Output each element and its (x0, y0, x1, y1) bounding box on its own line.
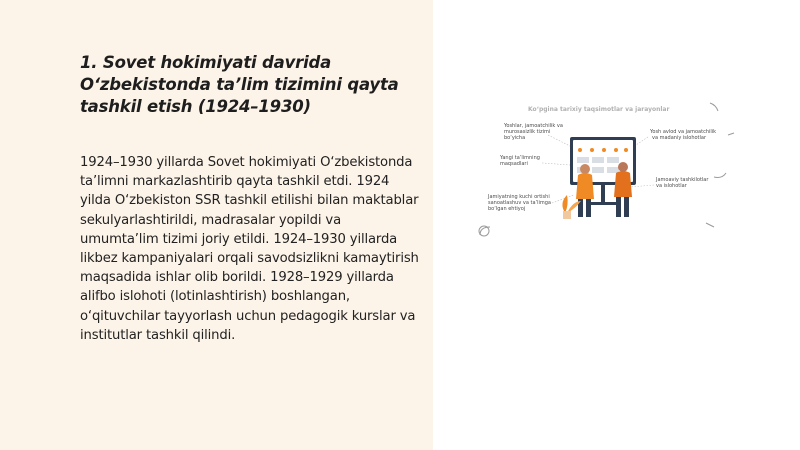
infographic-label-bottom-left: Jamiyatning kuchi ortishi sanoatlashuv va ta’limga bo‘lgan ehtiyoj (488, 194, 551, 212)
infographic-label-bottom-right: Jamoaviy tashkilotlar va islohotlar (656, 177, 709, 189)
infographic-title: Ko‘pgina tarixiy taqsimotlar va jarayonlar (528, 106, 670, 113)
infographic-illustration (470, 95, 735, 240)
slide-body-text: 1924–1930 yillarda Sovet hokimiyati O‘zbekistonda ta’limni markazlashtirib qayta tashkil etdi. 1924 yilda O‘zbekiston SSR tashkil etilishi bilan maktablar sekulyarlashtirildi, madrasalar yopildi va umumta’lim tizimi joriy etildi. 1924–1930 yillarda likbez kampaniyalari orqali savodsizlikni kamaytirish maqsadida ishlar olib borildi. 1928–1929 yillarda alifbo islohoti (lotinlashtirish) boshlangan, o‘qituvchilar tayyorlash uchun pedagogik kurslar va institutlar tashkil qilindi. (80, 155, 419, 343)
slide-heading: 1. Sovet hokimiyati davrida O‘zbekistonda ta’lim tizimini qayta tashkil etish (1924–1930) (80, 53, 399, 116)
infographic-label-top-right: Yosh avlod va jamoatchilik va madaniy islohotlar (650, 129, 717, 141)
infographic-label-mid-left: Yangi ta’limning maqsadlari (500, 155, 540, 167)
infographic-label-top-left: Yoshlar, jamoatchilik va murosasizlik tizimi bo‘yicha (504, 123, 563, 141)
